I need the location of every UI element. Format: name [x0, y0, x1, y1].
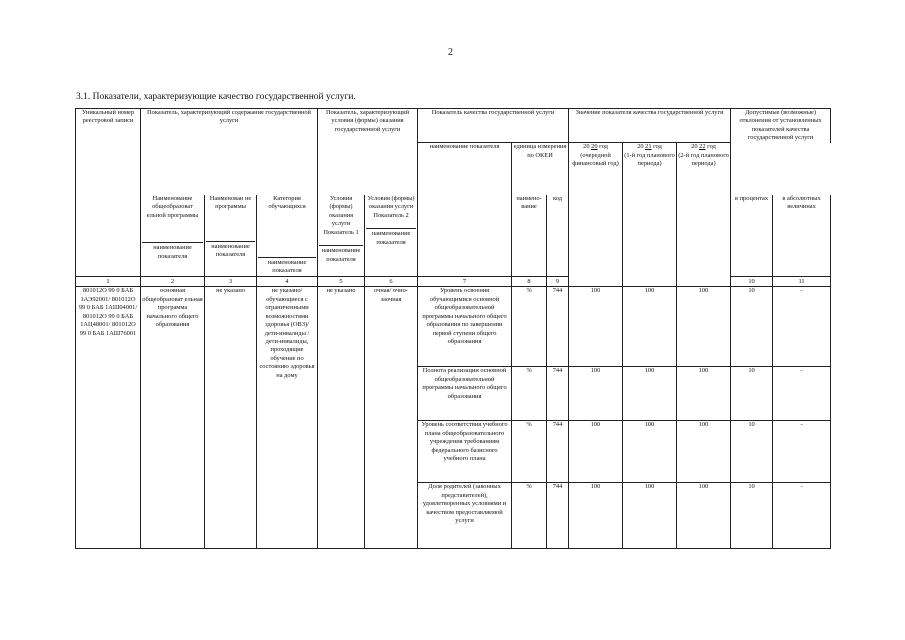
record-condition2: очная/ очно-заочная [365, 287, 418, 549]
header-quality-group: Показатель качества государственной услуги [418, 109, 569, 143]
indicator-abs: - [773, 421, 831, 483]
header-conditions-group: Показатель, характеризующий условия (формы) оказания государственной услуги [318, 109, 418, 195]
indicator-y3: 100 [677, 483, 731, 549]
indicator-pct: 10 [731, 287, 773, 367]
indicator-y1: 100 [569, 367, 623, 421]
column-number: 2 [141, 277, 205, 287]
table-row [76, 287, 831, 367]
indicator-y2: 100 [623, 483, 677, 549]
indicator-pct: 10 [731, 421, 773, 483]
column-number: 3 [205, 277, 257, 287]
indicator-y3: 100 [677, 421, 731, 483]
header-unit-group: единица измерения по ОКЕИ [512, 143, 569, 195]
indicator-y2: 100 [623, 287, 677, 367]
header-unit-name: наимено-вание [512, 195, 547, 277]
indicator-unit: % [512, 483, 547, 549]
header-sub-cond2: Условия (формы) оказания услуги Показатель 2 наименование показателя [365, 195, 418, 277]
indicator-name: Уровень освоения обучающимися основной общеобразовательной программы начального общего образования по завершении первой ступени общего образования [418, 287, 512, 367]
indicator-y2: 100 [623, 367, 677, 421]
indicator-code: 744 [547, 421, 569, 483]
column-number: 10 [731, 277, 773, 287]
header-sub-programs: Наименован не программы наименование показателя [205, 195, 257, 277]
indicator-code: 744 [547, 367, 569, 421]
column-number: 5 [318, 277, 365, 287]
indicator-y3: 100 [677, 287, 731, 367]
indicator-abs: - [773, 287, 831, 367]
indicator-name: Полнота реализации основной общеобразовательной программы начального общего образования [418, 367, 512, 421]
indicator-name: Уровень соответствия учебного плана общеобразовательного учреждения требованиям федерального базисного учебного плана [418, 421, 512, 483]
header-row-groups [76, 109, 831, 143]
column-number: 1 [76, 277, 141, 287]
indicator-y3: 100 [677, 367, 731, 421]
record-program-name: не указано [205, 287, 257, 549]
column-number: 9 [547, 277, 569, 287]
indicator-pct: 10 [731, 367, 773, 421]
indicator-pct: 10 [731, 483, 773, 549]
quality-indicators-table [75, 108, 831, 549]
indicator-y2: 100 [623, 421, 677, 483]
indicator-abs: - [773, 367, 831, 421]
column-number: 7 [418, 277, 512, 287]
indicator-unit: % [512, 367, 547, 421]
indicator-code: 744 [547, 287, 569, 367]
column-number: 8 [512, 277, 547, 287]
indicator-y1: 100 [569, 421, 623, 483]
header-values-group: Значение показателя качества государственной услуги [569, 109, 731, 143]
header-unique-number: Уникальный номер реестровой записи [76, 109, 141, 195]
header-sub-category: Категория обучающихся наименование показателя [257, 195, 318, 277]
header-content-group: Показатель, характеризующий содержание государственной услуги [141, 109, 318, 195]
indicator-y1: 100 [569, 287, 623, 367]
section-title: 3.1. Показатели, характеризующие качество государственной услуги. [76, 92, 356, 102]
indicator-abs: - [773, 483, 831, 549]
header-year3: 20 22 год (2-й год планового периода) [677, 143, 731, 287]
record-category: не указано/ обучающиеся с ограниченными возможностями здоровья (ОВЗ)/ дети-инвалиды / дети-инвалиды, проходящие обучение по состоянию здоровья на дому [257, 287, 318, 549]
indicator-name: Доля родителей (законных представителей), удовлетворенных условиями и качеством предоставляемой услуги [418, 483, 512, 549]
header-sub-cond1: Условия (формы) оказания услуги Показатель 1 наименование показателя [318, 195, 365, 277]
header-year2: 20 21 год (1-й год планового периода) [623, 143, 677, 287]
header-dev-percent: в процентах [731, 195, 773, 277]
header-dev-absolute: в абсолютных величинах [773, 195, 831, 277]
page-number: 2 [448, 47, 453, 58]
indicator-unit: % [512, 421, 547, 483]
registry-number: 801012О 99 0 БАБ 1АЭ92001/ 801012О 99 0 БАБ 1АШ04001/ 801012О 99 0 БАБ 1АЦ48001/ 801012О 99 0 БАБ 1АШ76001 [76, 287, 141, 549]
indicator-code: 744 [547, 483, 569, 549]
indicator-unit: % [512, 287, 547, 367]
header-unique-number-cont [76, 195, 141, 277]
record-program: основная общеобразоват ельная программа начального общего образования [141, 287, 205, 549]
column-number: 4 [257, 277, 318, 287]
column-number: 11 [773, 277, 831, 287]
header-unit-code: код [547, 195, 569, 277]
record-condition1: не указано [318, 287, 365, 549]
header-deviation-group: Допустимые (возможные) отклонения от установленных показателей качества государственной услуги [731, 109, 831, 143]
column-number: 6 [365, 277, 418, 287]
indicator-y1: 100 [569, 483, 623, 549]
header-quality-name: наименование показателя [418, 143, 512, 277]
header-sub-program-name: Наименование общеобразоват ельной программы наименование показателя [141, 195, 205, 277]
header-year1: 20 20 год (очередной финансовый год) [569, 143, 623, 287]
